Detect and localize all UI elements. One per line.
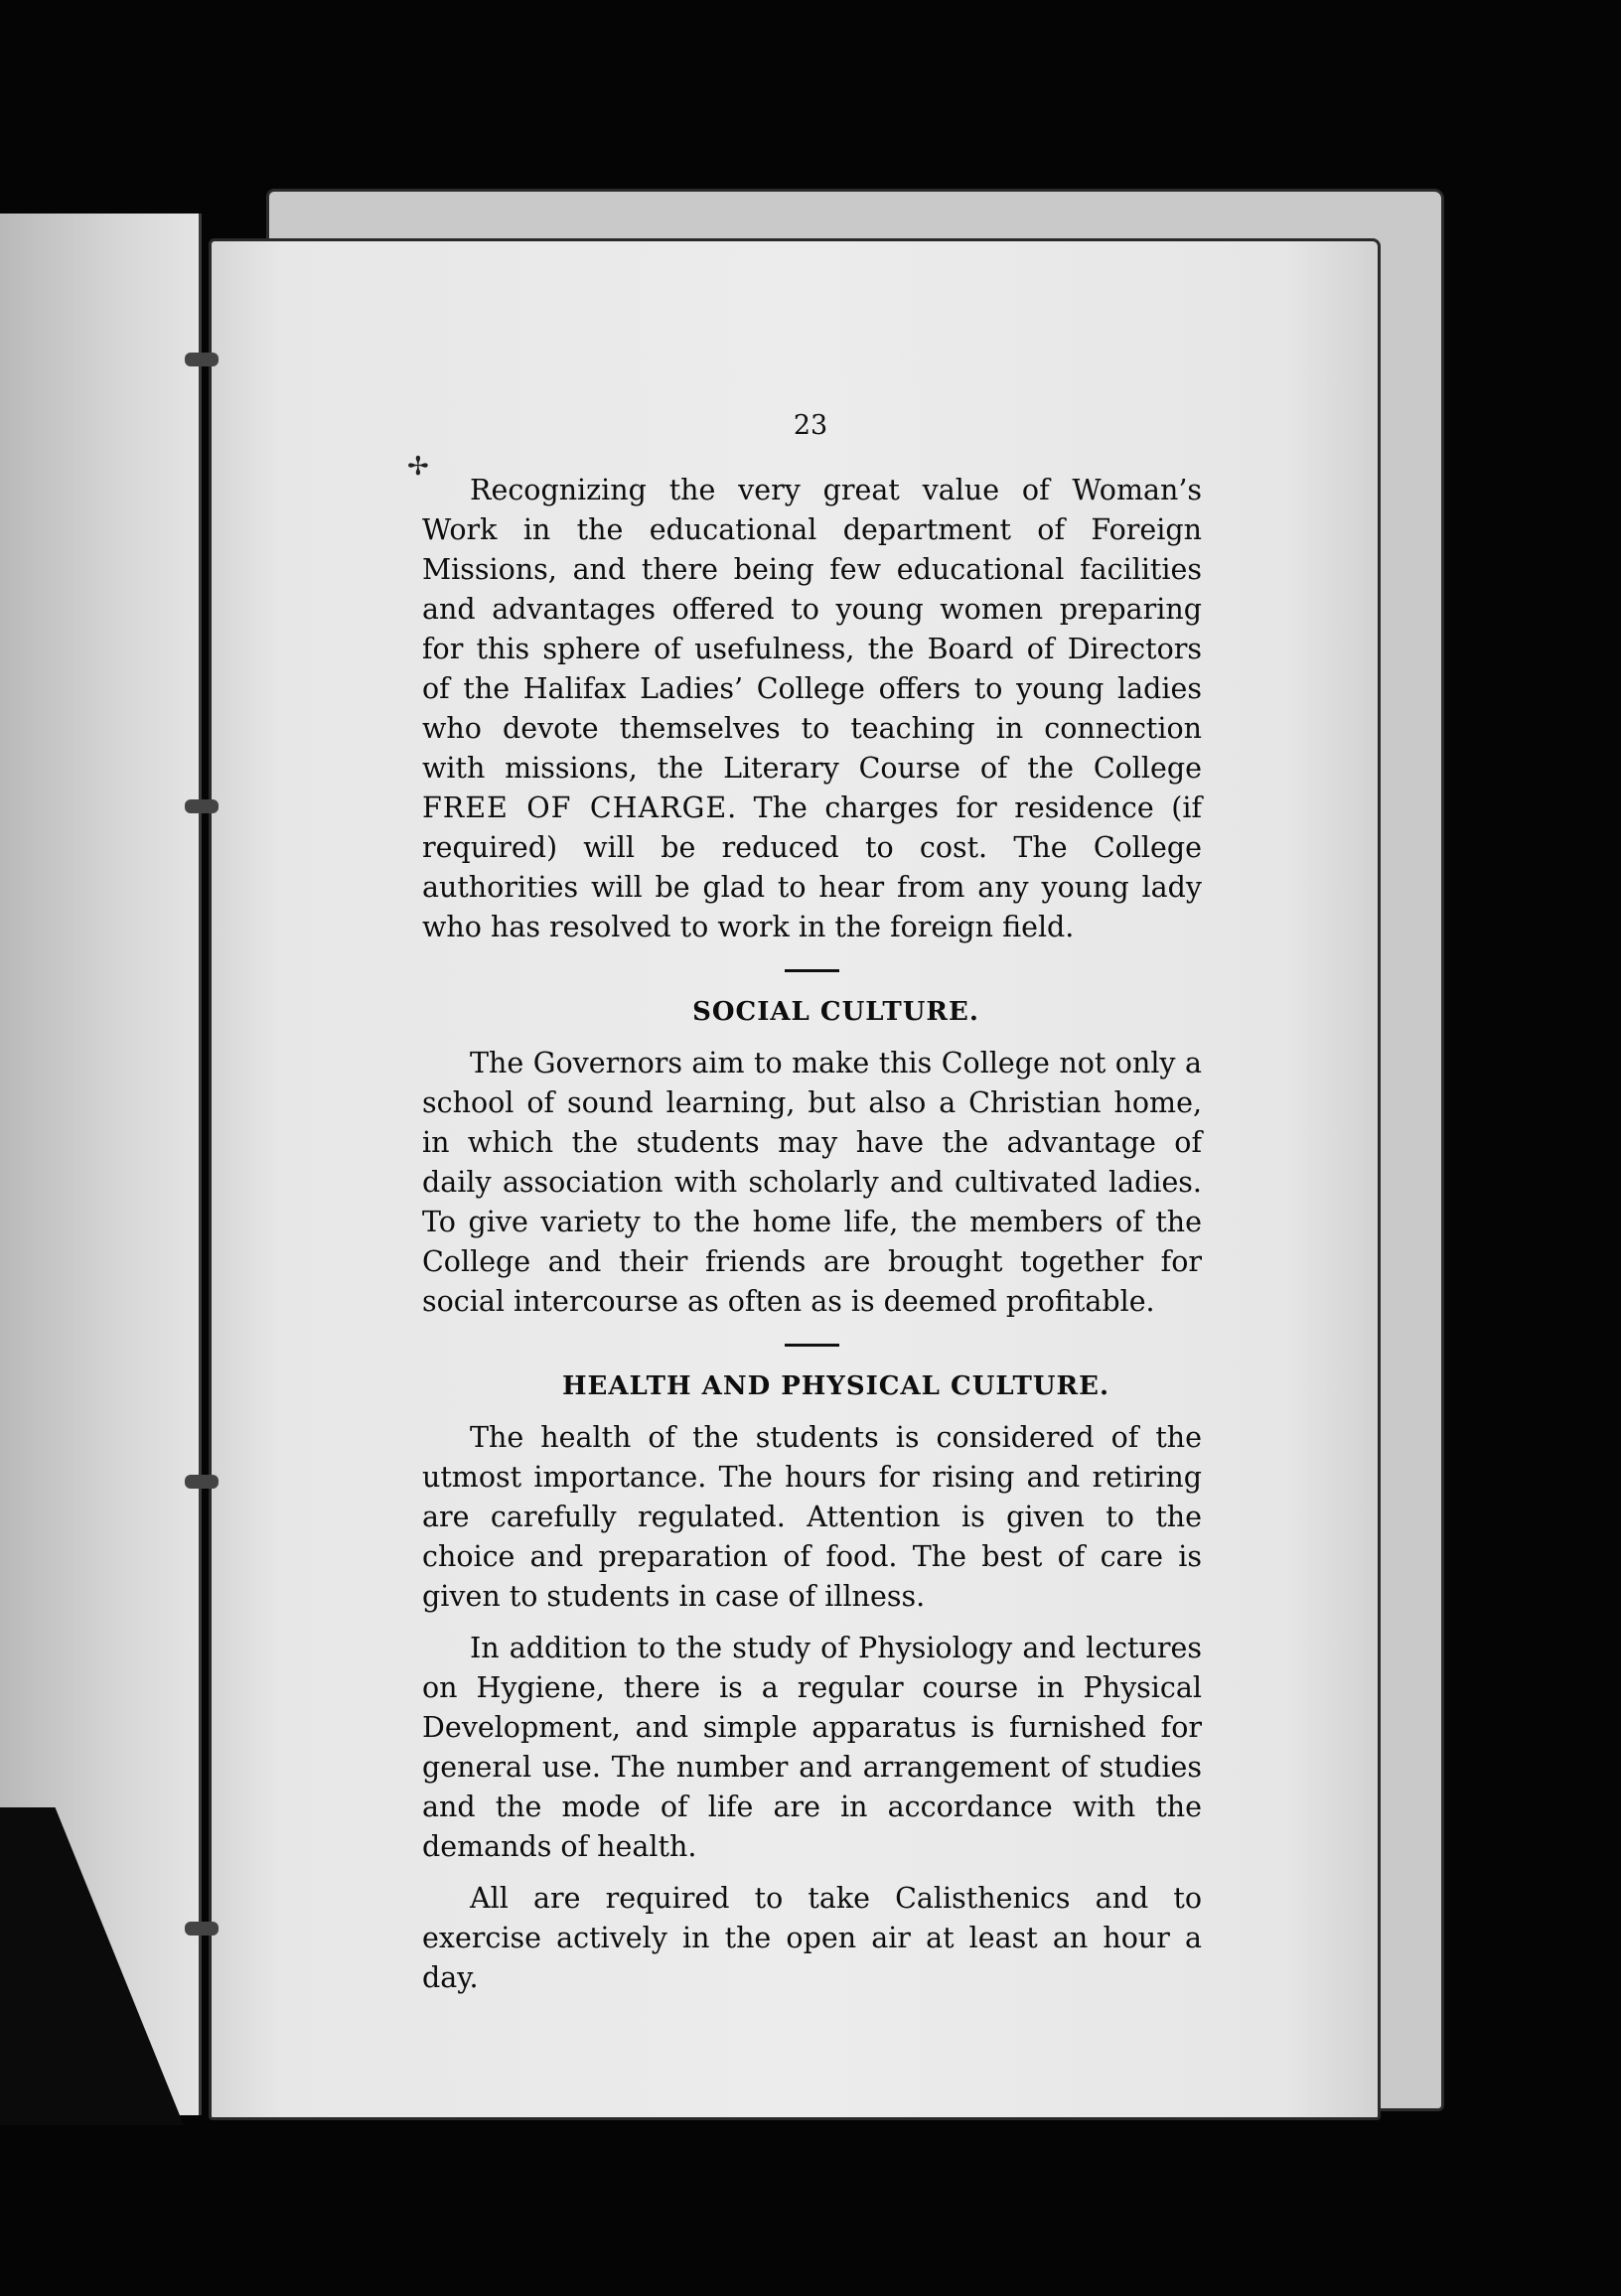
binding-staple <box>185 1922 219 1936</box>
page-number: 23 <box>793 410 828 441</box>
social-culture-heading: SOCIAL CULTURE. <box>692 997 979 1027</box>
section-divider <box>785 1344 839 1347</box>
intro-text-after: . The charges for residence (if required) will be reduced to cost. The College authorities will be glad to hear from any young lady who has resolved to work in the foreign field. <box>422 791 1202 943</box>
binding-staple <box>185 799 219 813</box>
binding-staple <box>185 1475 219 1489</box>
section-divider <box>785 969 839 972</box>
page-text <box>422 471 1202 2010</box>
social-culture-paragraph: The Governors aim to make this College not only a school of sound learning, but also a Christian home, in which the students may have the advantage of daily association with scholarly and cultivated ladies. To give variety to the home life, the members of the College and their friends are brought together for social intercourse as often as is deemed profitable. <box>422 1047 1202 1318</box>
health-paragraph: All are required to take Calisthenics and to exercise actively in the open air at least an hour a day. <box>422 1882 1202 1994</box>
health-paragraph: The health of the students is considered of the utmost importance. The hours for rising and retiring are carefully regulated. Attention is given to the choice and preparation of food. The best of care is given to students in case of illness. <box>422 1421 1202 1613</box>
health-paragraph: In addition to the study of Physiology and lectures on Hygiene, there is a regular course in Physical Development, and simple apparatus is furnished for general use. The number and arrangement of studies and the mode of life are in accordance with the demands of health. <box>422 1632 1202 1863</box>
intro-paragraph <box>422 471 1202 947</box>
health-heading: HEALTH AND PHYSICAL CULTURE. <box>561 1371 1110 1401</box>
ink-mark: ✢ <box>407 452 429 482</box>
free-of-charge-emphasis: FREE OF CHARGE <box>422 791 728 824</box>
binding-staple <box>185 353 219 366</box>
intro-text-before: Recognizing the very great value of Woman’s Work in the educational department of Foreign Missions, and there being few educational facilities and advantages offered to young women preparing for this sphere of usefulness, the Board of Directors of the Halifax Ladies’ College offers to young ladies who devote themselves to teaching in connection with missions, the Literary Course of the College <box>422 474 1202 785</box>
